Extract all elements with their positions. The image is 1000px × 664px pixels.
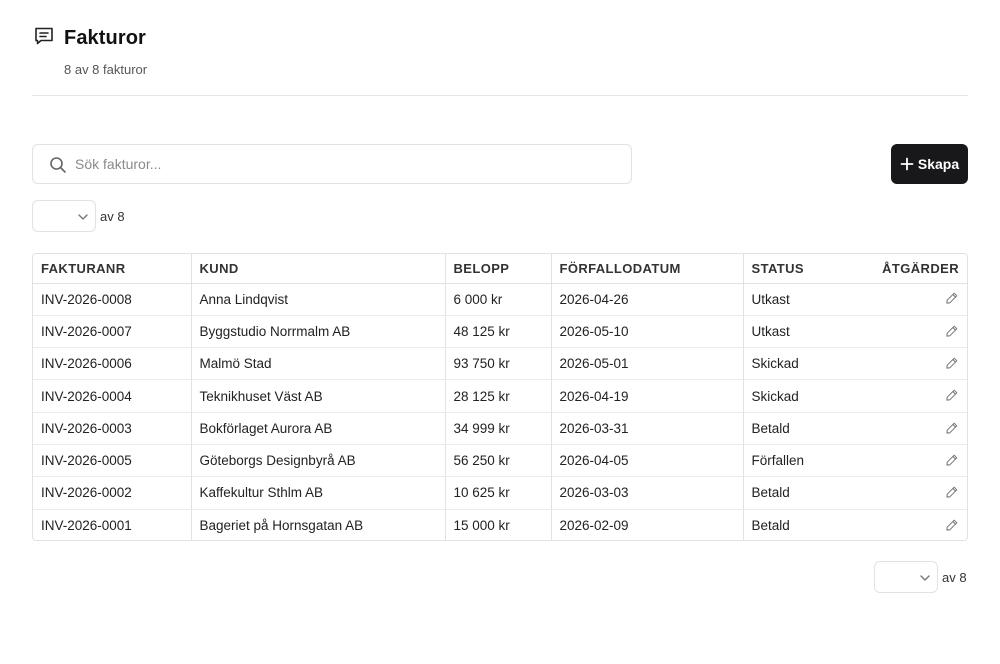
page-title: Fakturor — [64, 27, 146, 49]
cell-invoice-number: INV-2026-0003 — [33, 412, 191, 444]
column-header-amount[interactable]: BELOPP — [445, 254, 551, 283]
edit-button[interactable] — [943, 485, 959, 501]
cell-due-date: 2026-05-10 — [551, 315, 743, 347]
cell-due-date: 2026-03-31 — [551, 412, 743, 444]
cell-status: Skickad — [743, 380, 853, 412]
page-total: av 8 — [100, 208, 125, 224]
cell-status: Förfallen — [743, 444, 853, 476]
create-button-label: Skapa — [917, 156, 960, 172]
cell-actions — [853, 348, 967, 380]
cell-customer: Göteborgs Designbyrå AB — [191, 444, 445, 476]
cell-status: Utkast — [743, 283, 853, 315]
cell-amount: 34 999 kr — [445, 412, 551, 444]
edit-button[interactable] — [943, 453, 959, 469]
edit-button[interactable] — [943, 356, 959, 372]
cell-customer: Anna Lindqvist — [191, 283, 445, 315]
table-row[interactable] — [33, 412, 967, 444]
cell-customer: Teknikhuset Väst AB — [191, 380, 445, 412]
pencil-icon — [945, 518, 959, 532]
cell-actions — [853, 283, 967, 315]
pencil-icon — [945, 291, 959, 305]
search-box[interactable] — [32, 144, 632, 184]
cell-amount: 10 625 kr — [445, 477, 551, 509]
pagination-top — [32, 200, 125, 232]
cell-invoice-number: INV-2026-0002 — [33, 477, 191, 509]
cell-amount: 93 750 kr — [445, 348, 551, 380]
cell-due-date: 2026-04-05 — [551, 444, 743, 476]
table-row[interactable] — [33, 315, 967, 347]
column-header-status[interactable]: STATUS — [743, 254, 853, 283]
table-row[interactable] — [33, 444, 967, 476]
cell-due-date: 2026-04-19 — [551, 380, 743, 412]
table-row[interactable] — [33, 477, 967, 509]
cell-invoice-number: INV-2026-0007 — [33, 315, 191, 347]
cell-status: Betald — [751, 517, 790, 533]
page-select[interactable] — [874, 561, 938, 593]
edit-button[interactable] — [943, 324, 959, 340]
cell-status: Skickad — [743, 348, 853, 380]
cell-status: Betald — [743, 477, 853, 509]
cell-amount: 56 250 kr — [445, 444, 551, 476]
cell-actions — [853, 380, 967, 412]
search-icon — [49, 156, 67, 174]
receipt-icon — [34, 27, 54, 45]
cell-due-date: 2026-03-03 — [551, 477, 743, 509]
table-row[interactable] — [33, 380, 967, 412]
cell-customer: Bokförlaget Aurora AB — [191, 412, 445, 444]
edit-button[interactable] — [943, 518, 959, 534]
pagination-bottom — [874, 561, 967, 593]
cell-amount: 28 125 kr — [445, 380, 551, 412]
pencil-icon — [945, 421, 959, 435]
pencil-icon — [945, 485, 959, 499]
invoice-table — [32, 253, 968, 541]
cell-actions — [853, 509, 967, 541]
page-header — [32, 24, 968, 96]
cell-due-date: 2026-05-01 — [551, 348, 743, 380]
plus-icon — [900, 157, 914, 171]
cell-amount: 48 125 kr — [445, 315, 551, 347]
cell-invoice-number: INV-2026-0006 — [33, 348, 191, 380]
pencil-icon — [945, 453, 959, 467]
cell-status: Utkast — [743, 315, 853, 347]
cell-amount: 6 000 kr — [445, 283, 551, 315]
cell-amount: 15 000 kr — [445, 509, 551, 541]
cell-invoice-number: INV-2026-0005 — [33, 444, 191, 476]
chevron-down-icon — [919, 572, 931, 584]
cell-invoice-number: INV-2026-0008 — [33, 283, 191, 315]
cell-invoice-number: INV-2026-0001 — [33, 509, 191, 541]
cell-actions — [853, 412, 967, 444]
chevron-down-icon — [77, 211, 89, 223]
pencil-icon — [945, 388, 959, 402]
cell-status: Betald — [743, 412, 853, 444]
page-total: av 8 — [942, 569, 967, 585]
pencil-icon — [945, 356, 959, 370]
cell-customer: Malmö Stad — [191, 348, 445, 380]
pencil-icon — [945, 324, 959, 338]
edit-button[interactable] — [943, 388, 959, 404]
table-row[interactable] — [33, 348, 967, 380]
cell-customer: Byggstudio Norrmalm AB — [191, 315, 445, 347]
cell-customer: Kaffekultur Sthlm AB — [191, 477, 445, 509]
cell-actions — [853, 315, 967, 347]
invoice-count: 8 av 8 fakturor — [64, 62, 148, 77]
cell-due-date: 2026-02-09 — [551, 509, 743, 541]
column-header-due-date[interactable]: FÖRFALLODATUM — [551, 254, 743, 283]
column-header-customer[interactable]: KUND — [191, 254, 445, 283]
cell-invoice-number: INV-2026-0004 — [33, 380, 191, 412]
column-header-actions: ÅTGÄRDER — [853, 254, 967, 283]
search-input[interactable] — [75, 145, 615, 183]
cell-actions — [853, 444, 967, 476]
cell-due-date: 2026-04-26 — [551, 283, 743, 315]
edit-button[interactable] — [943, 291, 959, 307]
cell-actions — [853, 477, 967, 509]
table-row[interactable] — [33, 509, 967, 541]
column-header-invoice[interactable]: FAKTURANR — [33, 254, 191, 283]
page-select[interactable] — [32, 200, 96, 232]
table-header-row — [33, 254, 967, 283]
create-button[interactable] — [891, 144, 968, 184]
table-row[interactable] — [33, 283, 967, 315]
cell-customer: Bageriet på Hornsgatan AB — [191, 509, 445, 541]
edit-button[interactable] — [943, 421, 959, 437]
